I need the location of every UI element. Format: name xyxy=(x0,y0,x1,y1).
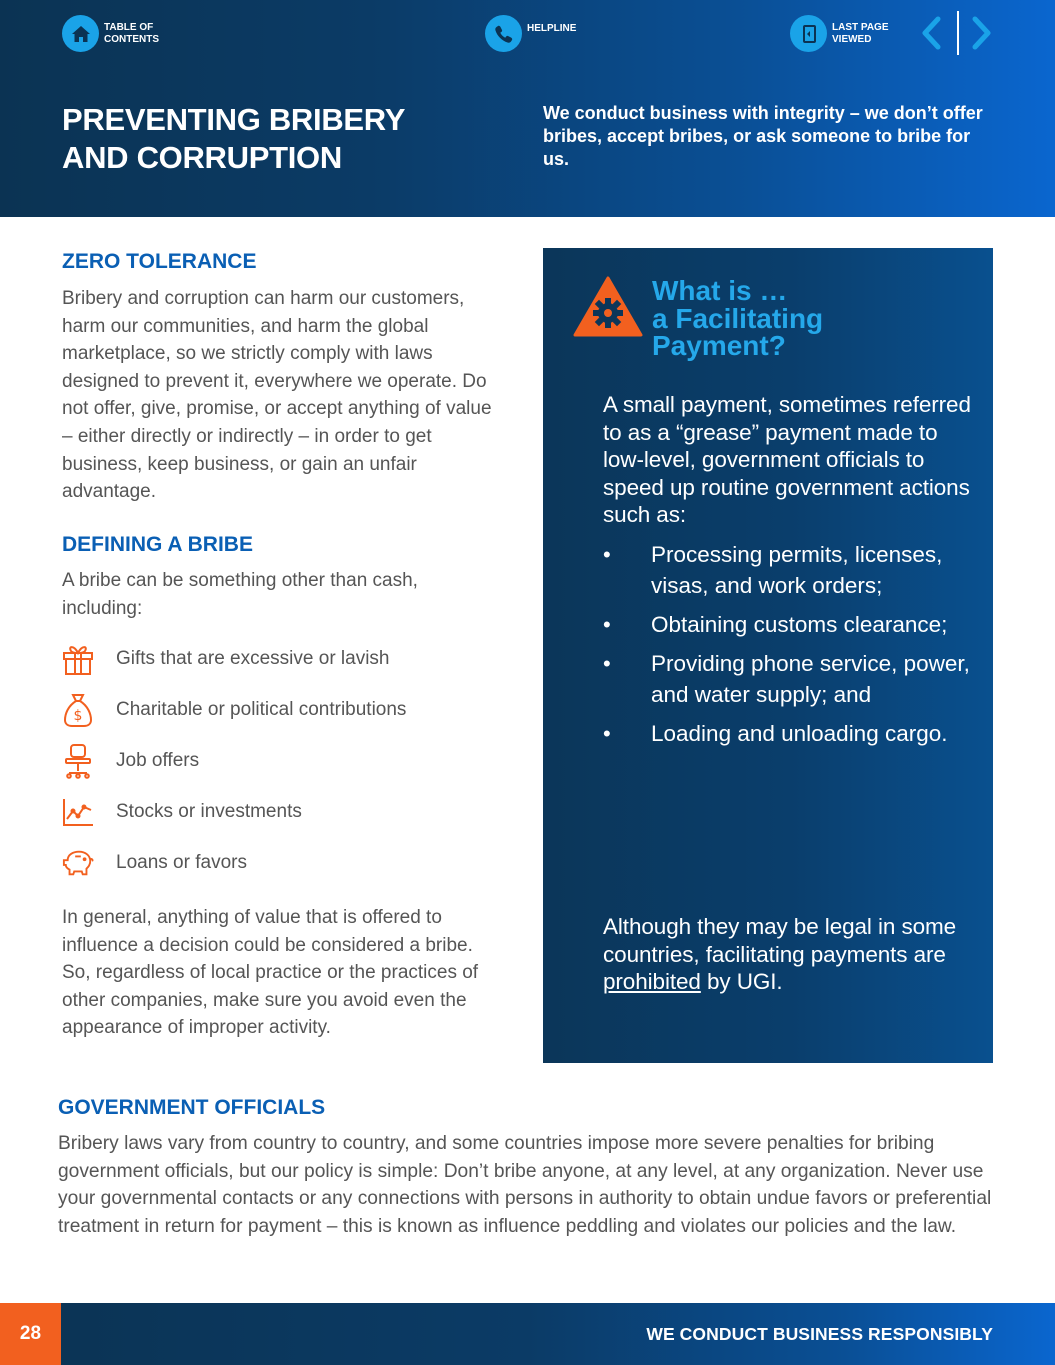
callout-note-emphasis: prohibited xyxy=(603,969,701,994)
office-chair-icon xyxy=(62,742,94,780)
page-title-line-1: PREVENTING BRIBERY xyxy=(62,102,406,137)
callout-note-end: by UGI. xyxy=(700,969,783,994)
callout-title-line-1: What is … xyxy=(652,275,788,306)
page-title xyxy=(62,101,482,177)
callout-title xyxy=(652,277,952,360)
nav-helpline[interactable] xyxy=(485,15,597,52)
list-item: • Processing permits, licenses, visas, and work orders; xyxy=(603,539,973,601)
page-subtitle: We conduct business with integrity – we don’t offer bribes, accept bribes, or ask someone to bribe for us. xyxy=(543,103,983,169)
defining-bribe-intro: A bribe can be something other than cash, including: xyxy=(62,570,418,619)
list-item xyxy=(62,633,502,684)
callout-title-line-2: a Facilitating xyxy=(652,302,824,334)
callout-definition: A small payment, sometimes referred to as a “grease” payment made to low-level, government officials to speed up routine government actions such as: xyxy=(603,392,971,527)
phone-icon xyxy=(485,15,522,52)
facilitating-payment-callout xyxy=(543,248,993,1063)
callout-title-line-3: Payment? xyxy=(652,330,786,361)
nav-toc-label: TABLE OF CONTENTS xyxy=(104,21,159,45)
government-officials-heading: GOVERNMENT OFFICIALS xyxy=(58,1096,326,1119)
callout-note xyxy=(603,913,973,996)
nav-last-page-label: LAST PAGE VIEWED xyxy=(832,21,889,45)
footer-title: WE CONDUCT BUSINESS RESPONSIBLY xyxy=(646,1324,993,1344)
pager-divider xyxy=(957,11,959,55)
facilitating-examples-list xyxy=(603,539,973,757)
home-icon xyxy=(62,15,99,52)
list-item xyxy=(62,735,502,786)
list-item xyxy=(62,837,502,888)
gift-icon xyxy=(62,640,94,678)
bribe-item-label: Stocks or investments xyxy=(116,800,302,822)
bribe-item-label: Charitable or political contributions xyxy=(116,698,407,720)
government-officials-body: Bribery laws vary from country to country, and some countries impose more severe penalties for bribing government officials, but our policy is simple: Don’t bribe anyone, at any level, at any organization. Never use your governmental contacts or any connections with persons in authority to obtain undue favors or preferential treatment in return for payment – this is known as influence peddling and violates our policies and the law. xyxy=(58,1133,992,1237)
money-bag-icon xyxy=(62,691,94,729)
zero-tolerance-body: Bribery and corruption can harm our customers, harm our communities, and harm the global marketplace, so we strictly comply with laws designed to prevent it, everywhere we operate. Do not offer, give, promise, or accept anything of value – either directly or indirectly – in order to get business, keep business, or gain an unfair advantage. xyxy=(62,288,492,503)
piggy-bank-icon xyxy=(62,844,94,882)
list-item xyxy=(62,786,502,837)
page-pager xyxy=(918,10,998,56)
callout-note-text: Although they may be legal in some countries, facilitating payments are xyxy=(603,914,957,967)
next-page-icon[interactable] xyxy=(969,16,993,55)
bribe-conclusion: In general, anything of value that is offered to influence a decision could be considered a bribe. So, regardless of local practice or the practices of other companies, make sure you avoid even the appearance of improper activity. xyxy=(62,907,479,1039)
page-footer xyxy=(0,1303,1055,1365)
line-chart-icon xyxy=(62,793,94,831)
nav-last-page-viewed[interactable] xyxy=(790,15,902,52)
back-page-icon xyxy=(790,15,827,52)
bribe-item-label: Loans or favors xyxy=(116,851,247,873)
list-item: • Providing phone service, power, and water supply; and xyxy=(603,648,973,710)
bribe-examples-list xyxy=(62,633,502,888)
nav-helpline-label: HELPLINE xyxy=(527,22,577,34)
list-item: • Loading and unloading cargo. xyxy=(603,718,973,749)
bribe-item-label: Job offers xyxy=(116,749,200,771)
page-header xyxy=(0,0,1055,217)
list-item xyxy=(62,684,502,735)
page-title-line-2: AND CORRUPTION xyxy=(62,140,342,175)
nav-table-of-contents[interactable] xyxy=(62,15,174,52)
page-number: 28 xyxy=(0,1303,61,1365)
previous-page-icon[interactable] xyxy=(920,16,944,55)
zero-tolerance-heading: ZERO TOLERANCE xyxy=(62,250,257,273)
defining-bribe-heading: DEFINING A BRIBE xyxy=(62,533,253,556)
warning-gear-icon xyxy=(573,276,643,343)
list-item: • Obtaining customs clearance; xyxy=(603,609,973,640)
svg-text:$: $ xyxy=(73,707,83,724)
bribe-item-label: Gifts that are excessive or lavish xyxy=(116,647,390,669)
